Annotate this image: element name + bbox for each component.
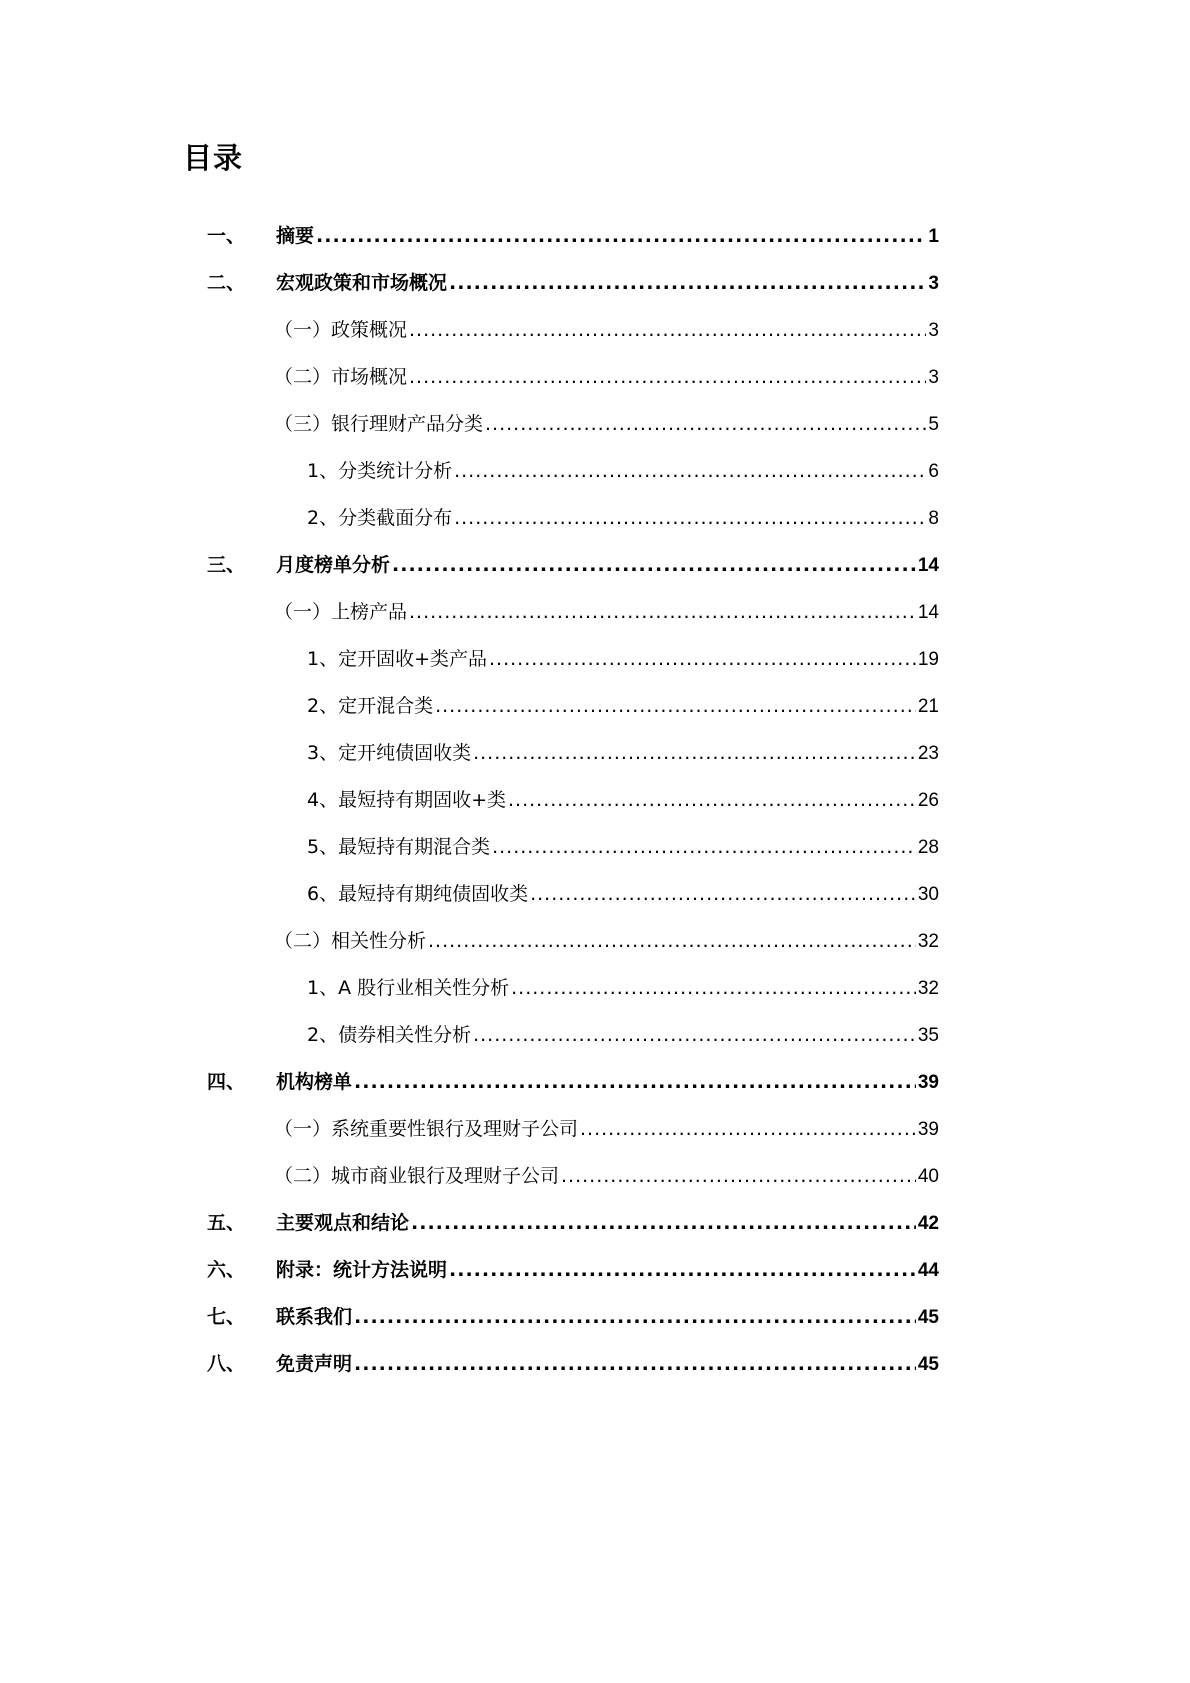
toc-entry-label: （二）城市商业银行及理财子公司 [274, 1165, 560, 1187]
toc-entry-label: 6、最短持有期纯债固收类 [307, 883, 529, 905]
toc-entry[interactable] [274, 315, 939, 345]
toc-entry[interactable] [307, 879, 939, 909]
toc-entry-label: 1、A 股行业相关性分析 [307, 977, 510, 999]
toc-entry-page: 6 [928, 461, 939, 482]
toc-dot-leader [316, 221, 926, 251]
toc-entry-page: 3 [928, 320, 939, 341]
toc-dot-leader [428, 926, 916, 956]
toc-entry-number: 六、 [207, 1259, 246, 1281]
toc-entry-label: 附录：统计方法说明 [276, 1259, 448, 1281]
page-title: 目录 [183, 141, 244, 175]
toc-dot-leader [354, 1067, 916, 1097]
toc-entry-page: 44 [917, 1260, 939, 1281]
toc-entry[interactable] [207, 221, 939, 251]
toc-dot-leader [409, 315, 926, 345]
toc-entry[interactable] [307, 503, 939, 533]
toc-entry[interactable] [274, 1114, 939, 1144]
toc-entry[interactable] [307, 832, 939, 862]
toc-entry-page: 30 [917, 884, 939, 905]
toc-entry[interactable] [207, 1302, 939, 1332]
toc-entry-number: 八、 [207, 1353, 246, 1375]
toc-entry-number: 三、 [207, 554, 246, 576]
toc-entry-label: 摘要 [276, 225, 315, 247]
toc-dot-leader [409, 362, 926, 392]
toc-entry-label: （一）系统重要性银行及理财子公司 [274, 1118, 579, 1140]
toc-entry-page: 21 [917, 696, 939, 717]
toc-dot-leader [473, 1020, 916, 1050]
toc-entry-page: 3 [928, 367, 939, 388]
toc-entry[interactable] [207, 1067, 939, 1097]
toc-entry-page: 5 [928, 414, 939, 435]
toc-entry-label: （二）市场概况 [274, 366, 408, 388]
toc-entry[interactable] [274, 597, 939, 627]
toc-entry[interactable] [207, 1208, 939, 1238]
toc-entry-page: 3 [928, 273, 939, 294]
toc-dot-leader [409, 597, 916, 627]
toc-entry[interactable] [274, 409, 939, 439]
toc-entry-page: 45 [917, 1307, 939, 1328]
toc-entry[interactable] [207, 1349, 939, 1379]
toc-entry-label: 3、定开纯债固收类 [307, 742, 472, 764]
toc-entry-page: 39 [917, 1072, 939, 1093]
toc-dot-leader [485, 409, 926, 439]
toc-dot-leader [473, 738, 916, 768]
toc-entry-page: 26 [917, 790, 939, 811]
toc-entry[interactable] [307, 456, 939, 486]
toc-entry-label: 联系我们 [276, 1306, 353, 1328]
toc-dot-leader [454, 456, 926, 486]
toc-entry[interactable] [207, 1255, 939, 1285]
toc-entry-label: 4、最短持有期固收+类 [307, 789, 507, 811]
toc-entry[interactable] [274, 1161, 939, 1191]
toc-dot-leader [580, 1114, 916, 1144]
toc-dot-leader [530, 879, 916, 909]
toc-entry-page: 32 [917, 978, 939, 999]
toc-entry-page: 35 [917, 1025, 939, 1046]
toc-entry-label: 1、分类统计分析 [307, 460, 453, 482]
toc-dot-leader [354, 1349, 916, 1379]
toc-entry-label: 宏观政策和市场概况 [276, 272, 448, 294]
toc-entry-page: 8 [928, 508, 939, 529]
toc-entry-page: 40 [917, 1166, 939, 1187]
toc-entry-label: 月度榜单分析 [276, 554, 391, 576]
toc-entry-label: 2、定开混合类 [307, 695, 434, 717]
toc-entry-page: 39 [917, 1119, 939, 1140]
toc-entry[interactable] [307, 1020, 939, 1050]
toc-dot-leader [449, 268, 926, 298]
toc-entry-page: 32 [917, 931, 939, 952]
toc-entry[interactable] [307, 644, 939, 674]
toc-dot-leader [411, 1208, 916, 1238]
toc-entry-label: 机构榜单 [276, 1071, 353, 1093]
toc-entry-label: （一）政策概况 [274, 319, 408, 341]
toc-entry-label: 2、分类截面分布 [307, 507, 453, 529]
toc-entry-page: 14 [917, 602, 939, 623]
toc-entry[interactable] [207, 268, 939, 298]
toc-entry[interactable] [207, 550, 939, 580]
toc-entry-label: 主要观点和结论 [276, 1212, 410, 1234]
toc-dot-leader [492, 832, 916, 862]
toc-entry[interactable] [307, 973, 939, 1003]
toc-entry-number: 一、 [207, 225, 246, 247]
toc-entry[interactable] [307, 738, 939, 768]
toc-entry-label: 2、债券相关性分析 [307, 1024, 472, 1046]
toc-entry-page: 45 [917, 1354, 939, 1375]
toc-entry[interactable] [307, 691, 939, 721]
toc-entry-page: 28 [917, 837, 939, 858]
toc-dot-leader [561, 1161, 916, 1191]
toc-entry[interactable] [307, 785, 939, 815]
toc-entry-page: 19 [917, 649, 939, 670]
toc-entry-number: 五、 [207, 1212, 246, 1234]
toc-dot-leader [489, 644, 916, 674]
toc-dot-leader [511, 973, 916, 1003]
toc-entry-number: 七、 [207, 1306, 246, 1328]
toc-entry-label: 5、最短持有期混合类 [307, 836, 491, 858]
toc-entry-label: （三）银行理财产品分类 [274, 413, 484, 435]
toc-entry[interactable] [274, 362, 939, 392]
toc-dot-leader [449, 1255, 916, 1285]
toc-entry-label: （二）相关性分析 [274, 930, 427, 952]
toc-entry-page: 1 [928, 226, 939, 247]
toc-entry[interactable] [274, 926, 939, 956]
toc-entry-label: 免责声明 [276, 1353, 353, 1375]
toc-dot-leader [508, 785, 916, 815]
toc-entry-number: 二、 [207, 272, 246, 294]
toc-dot-leader [392, 550, 916, 580]
toc-dot-leader [454, 503, 926, 533]
toc-entry-page: 42 [917, 1213, 939, 1234]
toc-entry-label: 1、定开固收+类产品 [307, 648, 488, 670]
toc-entry-page: 14 [917, 555, 939, 576]
toc-entry-page: 23 [917, 743, 939, 764]
toc-dot-leader [354, 1302, 916, 1332]
toc-dot-leader [435, 691, 916, 721]
toc-entry-number: 四、 [207, 1071, 246, 1093]
toc-entry-label: （一）上榜产品 [274, 601, 408, 623]
